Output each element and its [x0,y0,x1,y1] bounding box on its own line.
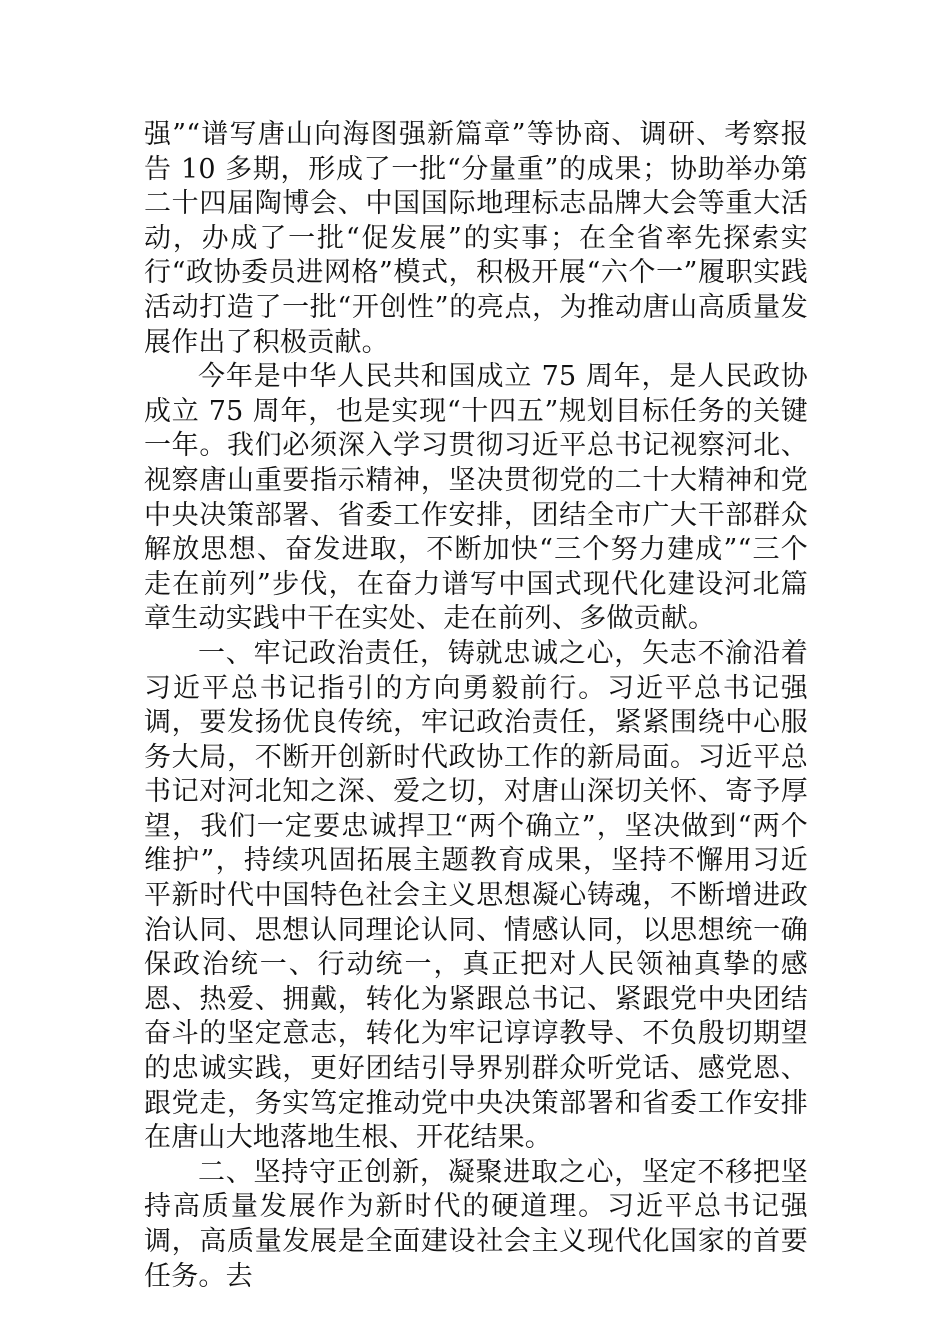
paragraph-4: 二、坚持守正创新，凝聚进取之心，坚定不移把坚持高质量发展作为新时代的硬道理。习近平总书记强调，高质量发展是全面建设社会主义现代化国家的首要任务。去 [144,1156,808,1292]
paragraph-2: 今年是中华人民共和国成立 75 周年，是人民政协成立 75 周年，也是实现“十四五”规划目标任务的关键一年。我们必须深入学习贯彻习近平总书记视察河北、视察唐山重要指示精神，坚决贯彻党的二十大精神和党中央决策部署、省委工作安排，团结全市广大干部群众解放思想、奋发进取，不断加快“三个努力建成”“三个走在前列”步伐，在奋力谱写中国式现代化建设河北篇章生动实践中干在实处、走在前列、多做贡献。 [144,361,808,635]
paragraph-3: 一、牢记政治责任，铸就忠诚之心，矢志不渝沿着习近平总书记指引的方向勇毅前行。习近平总书记强调，要发扬优良传统，牢记政治责任，紧紧围绕中心服务大局，不断开创新时代政协工作的新局面。习近平总书记对河北知之深、爱之切，对唐山深切关怀、寄予厚望，我们一定要忠诚捍卫“两个确立”，坚决做到“两个维护”，持续巩固拓展主题教育成果，坚持不懈用习近平新时代中国特色社会主义思想凝心铸魂，不断增进政治认同、思想认同理论认同、情感认同，以思想统一确保政治统一、行动统一，真正把对人民领袖真挚的感恩、热爱、拥戴，转化为紧跟总书记、紧跟党中央团结奋斗的坚定意志，转化为牢记谆谆教导、不负殷切期望的忠诚实践，更好团结引导界别群众听党话、感党恩、跟党走，务实笃定推动党中央决策部署和省委工作安排在唐山大地落地生根、开花结果。 [144,637,808,1154]
document-body [144,118,808,1294]
paragraph-1: 强”“谱写唐山向海图强新篇章”等协商、调研、考察报告 10 多期，形成了一批“分量重”的成果；协助举办第二十四届陶博会、中国国际地理标志品牌大会等重大活动，办成了一批“促发展”的实事；在全省率先探索实行“政协委员进网格”模式，积极开展“六个一”履职实践活动打造了一批“开创性”的亮点，为推动唐山高质量发展作出了积极贡献。 [144,119,808,358]
